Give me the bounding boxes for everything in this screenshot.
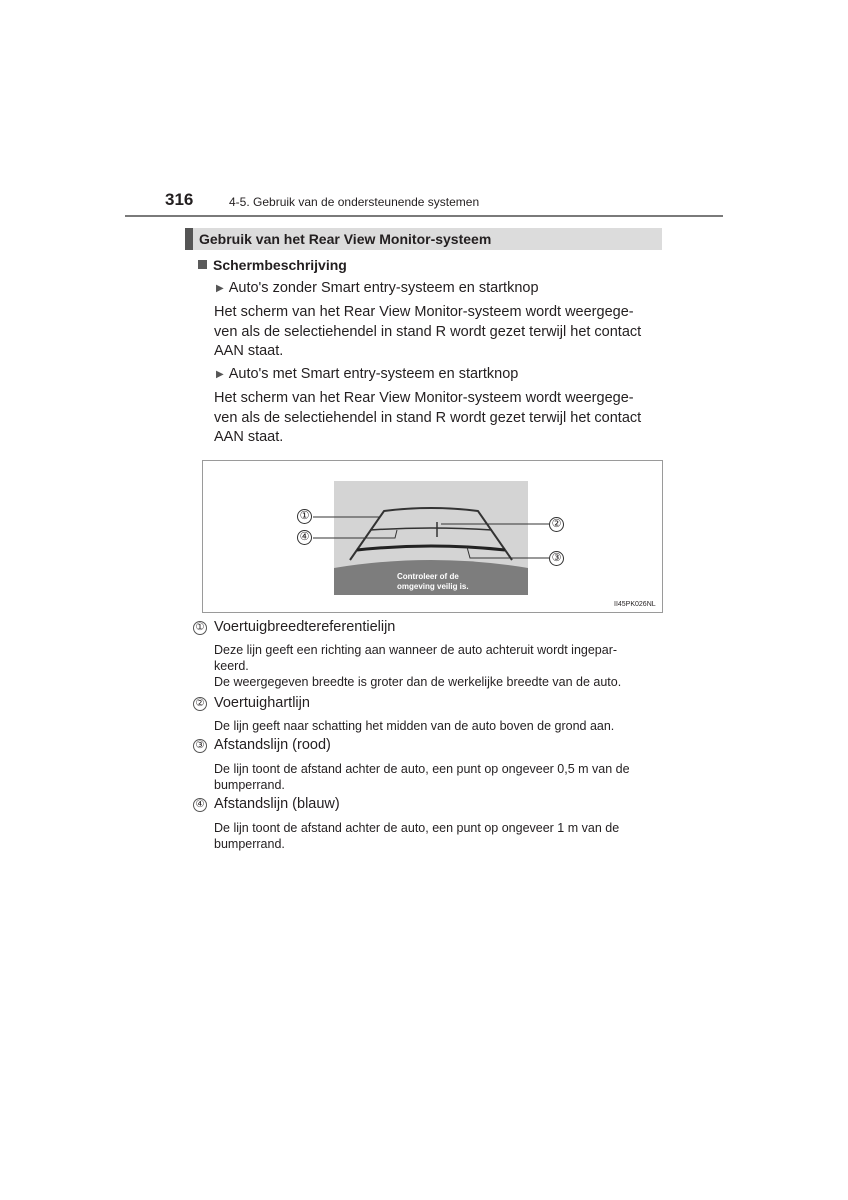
triangle-bullet-icon: ▶ [216, 283, 224, 294]
paragraph-line: Het scherm van het Rear View Monitor-systeem wordt weergege- [214, 390, 634, 406]
triangle-bullet-icon: ▶ [216, 369, 224, 380]
description-line: De weergegeven breedte is groter dan de werkelijke breedte van de auto. [214, 675, 622, 689]
description-line: bumperrand. [214, 778, 285, 792]
paragraph-line: ven als de selectiehendel in stand R wordt gezet terwijl het contact [214, 323, 642, 340]
screen-message-line: omgeving veilig is. [397, 582, 469, 591]
paragraph-line: AAN staat. [214, 429, 284, 445]
item-number-1: ① [193, 621, 207, 635]
section-heading: Gebruik van het Rear View Monitor-systeem [185, 228, 662, 250]
screen-message-line: Controleer of de [397, 572, 459, 581]
item-description-2 [214, 718, 658, 734]
callout-2: ② [549, 517, 564, 532]
callout-4: ④ [297, 530, 312, 545]
paragraph-line: ven als de selectiehendel in stand R wordt gezet terwijl het contact [214, 409, 642, 426]
paragraph-line: Het scherm van het Rear View Monitor-systeem wordt weergege- [214, 304, 634, 320]
variant-label-text: Auto's met Smart entry-systeem en startknop [228, 366, 519, 382]
description-line: De lijn geeft naar schatting het midden van de auto boven de grond aan. [214, 719, 615, 733]
callout-1: ① [297, 509, 312, 524]
item-description-3 [214, 761, 658, 793]
description-line: keerd. [214, 659, 249, 673]
description-line: De lijn toont de afstand achter de auto, een punt op ongeveer 1 m van de [214, 821, 620, 835]
sub-heading-text: Schermbeschrijving [213, 257, 347, 273]
item-number-3: ③ [193, 739, 207, 753]
page-number: 316 [165, 190, 194, 209]
item-description-4 [214, 820, 658, 852]
figure-code: II45PK026NL [614, 601, 656, 608]
variant-label-text: Auto's zonder Smart entry-systeem en startknop [228, 280, 539, 296]
item-title-2: Voertuighartlijn [214, 695, 310, 711]
description-line: De lijn toont de afstand achter de auto, een punt op ongeveer 0,5 m van de [214, 762, 630, 776]
item-description-1 [214, 642, 658, 690]
description-line: Deze lijn geeft een richting aan wanneer de auto achteruit wordt ingepar- [214, 643, 618, 657]
item-title-3: Afstandslijn (rood) [214, 737, 331, 753]
callout-3: ③ [549, 551, 564, 566]
description-line: bumperrand. [214, 837, 285, 851]
item-number-4: ④ [193, 798, 207, 812]
item-title-1: Voertuigbreedtereferentielijn [214, 619, 396, 635]
paragraph-line: AAN staat. [214, 343, 284, 359]
item-number-2: ② [193, 697, 207, 711]
chapter-title: 4-5. Gebruik van de ondersteunende systemen [229, 195, 480, 209]
item-title-4: Afstandslijn (blauw) [214, 796, 340, 812]
screen-warning-message [397, 572, 469, 592]
